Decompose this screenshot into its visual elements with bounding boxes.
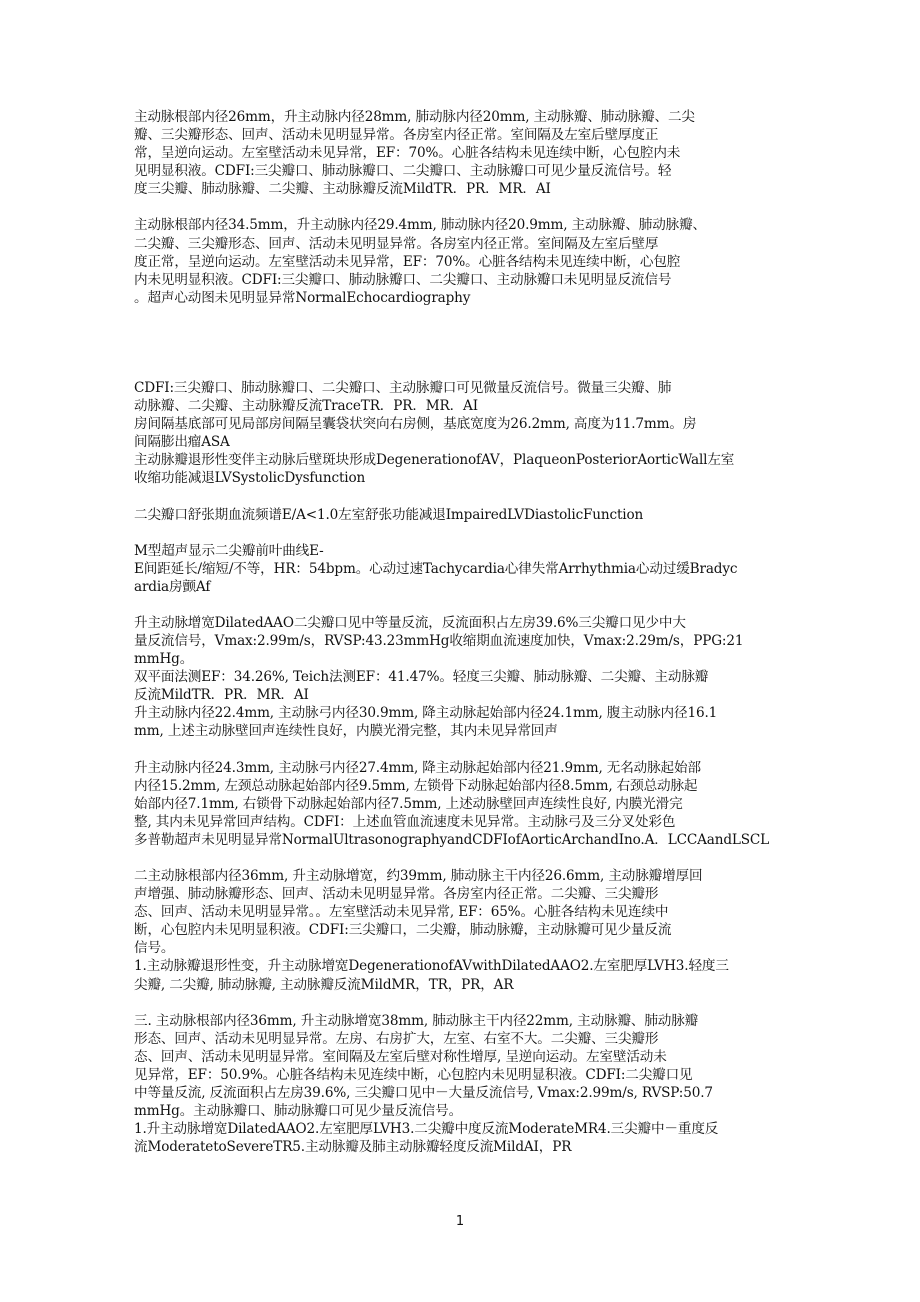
- text-line: 尖瓣, 二尖瓣, 肺动脉瓣, 主动脉瓣反流MildMR，TR，PR，AR: [134, 976, 514, 993]
- text-line: 反流MildTR．PR．MR．AI: [134, 687, 309, 704]
- text-line: 主动脉瓣退形性变伴主动脉后壁斑块形成DegenerationofAV，PlaqueonPosteriorAorticWall左室: [134, 452, 735, 469]
- text-line: 主动脉根部内径34.5mm，升主动脉内径29.4mm, 肺动脉内径20.9mm, 主动脉瓣、肺动脉瓣、: [134, 217, 706, 234]
- text-line: mm, 上述主动脉壁回声连续性良好，内膜光滑完整，其内未见异常回声: [134, 723, 558, 740]
- text-line: 三. 主动脉根部内径36mm, 升主动脉增宽38mm, 肺动脉主干内径22mm, 主动脉瓣、肺动脉瓣: [134, 1012, 699, 1029]
- text-line: 二主动脉根部内径36mm, 升主动脉增宽，约39mm, 肺动脉主干内径26.6mm, 主动脉瓣增厚回: [134, 868, 703, 884]
- text-line: 内未见明显积液。CDFI:三尖瓣口、肺动脉瓣口、二尖瓣口、主动脉瓣口未见明显反流信号: [134, 271, 672, 288]
- text-line: 流ModeratetoSevereTR5.主动脉瓣及肺主动脉瓣轻度反流MildAI，PR: [134, 1139, 572, 1156]
- text-line: 内径15.2mm, 左颈总动脉起始部内径9.5mm, 左锁骨下动脉起始部内径8.5mm, 右颈总动脉起: [134, 777, 698, 794]
- text-line: 见明显积液。CDFI:三尖瓣口、肺动脉瓣口、二尖瓣口、主动脉瓣口可见少量反流信号。轻: [134, 163, 672, 180]
- page-number: 1: [455, 1214, 465, 1229]
- text-line: 态、回声、活动未见明显异常。室间隔及左室后壁对称性增厚, 呈逆向运动。左室壁活动未: [134, 1048, 667, 1065]
- paragraph-m-mode: [134, 542, 788, 596]
- text-line: mmHg。: [134, 651, 194, 668]
- text-line: 间隔膨出瘤ASA: [134, 434, 230, 451]
- text-line: 1.主动脉瓣退形性变，升主动脉增宽DegenerationofAVwithDilatedAAO2.左室肥厚LVH3.轻度三: [134, 958, 729, 975]
- text-line: 量反流信号，Vmax:2.99m/s，RVSP:43.23mmHg收缩期血流速度加快，Vmax:2.29m/s，PPG:21: [134, 632, 744, 649]
- text-line: 见异常，EF：50.9%。心脏各结构未见连续中断，心包腔内未见明显积液。CDFI:二尖瓣口见: [134, 1066, 693, 1083]
- paragraph-dilated-aao: [134, 614, 788, 741]
- text-line: 1.升主动脉增宽DilatedAAO2.左室肥厚LVH3.二尖瓣中度反流ModerateMR4.三尖瓣中－重度反: [134, 1121, 719, 1138]
- text-line: 多普勒超声未见明显异常NormalUltrasonographyandCDFIofAorticArchandIno.A．LCCAandLSCL: [134, 831, 770, 848]
- text-line: 形态、回声、活动未见明显异常。左房、右房扩大，左室、右室不大。二尖瓣、三尖瓣形: [134, 1030, 659, 1047]
- text-line: E间距延长/缩短/不等，HR：54bpm。心动过速Tachycardia心律失常Arrhythmia心动过缓Bradyc: [134, 560, 738, 577]
- text-line: 房间隔基底部可见局部房间隔呈囊袋状突向右房侧，基底宽度为26.2mm, 高度为11.7mm。房: [134, 416, 697, 433]
- paragraph-case-three: [134, 1012, 788, 1157]
- text-line: ardia房颤Af: [134, 578, 211, 595]
- text-line: 瓣、三尖瓣形态、回声、活动未见明显异常。各房室内径正常。室间隔及左室后壁厚度正: [134, 127, 659, 144]
- text-line: CDFI:三尖瓣口、肺动脉瓣口、二尖瓣口、主动脉瓣口可见微量反流信号。微量三尖瓣、肺: [134, 379, 672, 396]
- text-line: 二尖瓣、三尖瓣形态、回声、活动未见明显异常。各房室内径正常。室间隔及左室后壁厚: [134, 235, 659, 252]
- text-line: mmHg。主动脉瓣口、肺动脉瓣口可见少量反流信号。: [134, 1103, 463, 1120]
- text-line: 信号。: [134, 940, 175, 957]
- paragraph-echo-normal-mild-regurg: [134, 108, 788, 198]
- text-line: 收缩功能减退LVSystolicDysfunction: [134, 470, 366, 487]
- text-line: 升主动脉内径24.3mm, 主动脉弓内径27.4mm, 降主动脉起始部内径21.9mm, 无名动脉起始部: [134, 759, 701, 776]
- text-line: 声增强、肺动脉瓣形态、回声、活动未见明显异常。各房室内径正常。二尖瓣、三尖瓣形: [134, 886, 659, 903]
- text-line: 升主动脉内径22.4mm, 主动脉弓内径30.9mm, 降主动脉起始部内径24.1mm, 腹主动脉内径16.1: [134, 705, 718, 722]
- paragraph-diastolic-function: [134, 506, 788, 524]
- paragraph-normal-echocardiography: [134, 216, 788, 306]
- paragraph-case-two: [134, 867, 788, 994]
- text-line: 双平面法测EF：34.26%, Teich法测EF：41.47%。轻度三尖瓣、肺动脉瓣、二尖瓣、主动脉瓣: [134, 669, 709, 686]
- text-line: 主动脉根部内径26mm，升主动脉内径28mm, 肺动脉内径20mm, 主动脉瓣、肺动脉瓣、二尖: [134, 109, 695, 125]
- text-line: M型超声显示二尖瓣前叶曲线E-: [134, 542, 324, 559]
- text-line: 度正常，呈逆向运动。左室壁活动未见异常，EF：70%。心脏各结构未见连续中断，心包腔: [134, 253, 681, 270]
- text-line: 断，心包腔内未见明显积液。CDFI:三尖瓣口，二尖瓣，肺动脉瓣，主动脉瓣可见少量反流: [134, 922, 672, 939]
- text-line: 升主动脉增宽DilatedAAO二尖瓣口见中等量反流，反流面积占左房39.6%三尖瓣口见少中大: [134, 614, 686, 631]
- paragraph-aortic-arch: [134, 759, 788, 849]
- text-line: 中等量反流, 反流面积占左房39.6%, 三尖瓣口见中－大量反流信号, Vmax:2.99m/s, RVSP:50.7: [134, 1085, 713, 1102]
- text-line: 始部内径7.1mm, 右锁骨下动脉起始部内径7.5mm, 上述动脉壁回声连续性良好, 内膜光滑完: [134, 795, 683, 812]
- text-line: 常，呈逆向运动。左室壁活动未见异常，EF：70%。心脏各结构未见连续中断，心包腔内未: [134, 145, 681, 162]
- text-line: 整, 其内未见异常回声结构。CDFI：上述血管血流速度未见异常。主动脉弓及三分叉处彩色: [134, 813, 676, 830]
- document-body: [134, 108, 788, 1156]
- text-line: 动脉瓣、二尖瓣、主动脉瓣反流TraceTR．PR．MR．AI: [134, 398, 478, 415]
- text-line: 态、回声、活动未见明显异常。。左室壁活动未见异常, EF：65%。心脏各结构未见连续中: [134, 904, 669, 921]
- text-line: 。超声心动图未见明显异常NormalEchocardiography: [134, 289, 471, 306]
- text-line: 度三尖瓣、肺动脉瓣、二尖瓣、主动脉瓣反流MildTR．PR．MR．AI: [134, 181, 551, 198]
- text-line: 二尖瓣口舒张期血流频谱E/A<1.0左室舒张功能减退ImpairedLVDiastolicFunction: [134, 506, 644, 523]
- paragraph-trace-regurg-asa: [134, 379, 788, 488]
